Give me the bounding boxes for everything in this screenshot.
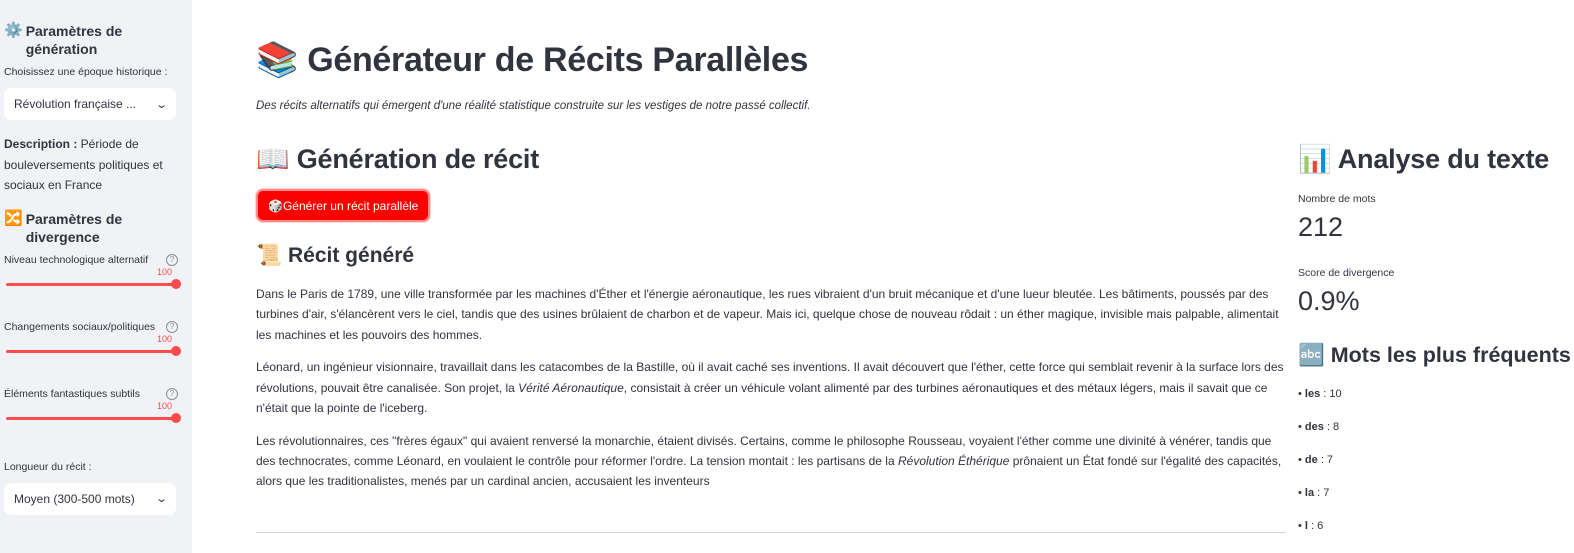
story-emphasis: Révolution Éthérique [897, 454, 1010, 469]
slider-track[interactable] [6, 283, 176, 286]
frequent-word: la [1304, 487, 1315, 499]
story-text: Les révolutionnaires, ces "frères égaux" qui avaient renversé la monarchie, étaient divisés. Certains, comme le philosophe Rousseau, voyaient l'éther comme une divinité à vénérer, tandis que des technocrates, comme Léonard, en voulaient le contrôle pour réformer l'ordre. La tension montait : les partisans de la [256, 433, 1272, 469]
divergence-params-title: Paramètres de divergence [25, 210, 123, 245]
epoch-select[interactable] [4, 88, 176, 120]
epoch-description [4, 134, 184, 196]
frequent-word: l [1304, 520, 1308, 532]
frequent-word-item: • les : 10 [1298, 388, 1342, 400]
frequent-words-heading [1298, 343, 1571, 368]
frequent-word: des [1304, 421, 1324, 433]
story-paragraph: Dans le Paris de 1789, une ville transformée par les machines d'Éther et l'énergie aéronautique, les rues vibraient d'un bruit mécanique et d'une lueur bleutée. Les bâtiments, poussés par des turbines d'air, s'élancèrent vers le ciel, tandis que des usines brûlaient de charbon et de vapeur. Mais ici, quelque chose de nouveau rôdait : un éther magique, invisible mais palpable, alimentait les machines et les pouvoirs des hommes. [256, 287, 1279, 342]
story-heading [256, 244, 414, 268]
length-selected-value: Moyen (300-500 mots) [14, 491, 135, 506]
slider-fantasy-elements[interactable] [4, 388, 188, 455]
analysis-panel [1298, 0, 1574, 553]
scroll-icon: 📜 [256, 244, 283, 267]
slider-value: 100 [156, 333, 172, 344]
story-paragraph [256, 431, 1286, 492]
divider [256, 532, 1286, 533]
page-subtitle: Des récits alternatifs qui émergent d'une réalité statistique construite sur les vestiges de notre passé collectif. [256, 100, 811, 112]
frequent-word: de [1304, 454, 1318, 466]
analysis-heading-text: Analyse du texte [1337, 144, 1550, 174]
help-icon[interactable]: ? [166, 254, 178, 266]
generate-button-label: Générer un récit parallèle [282, 198, 419, 213]
story-heading-text: Récit généré [288, 244, 415, 267]
story-text: Léonard, un ingénieur visionnaire, travaillait dans les catacombes de la Bastille, où il avait caché ses inventions. Il avait découvert que l'éther, cette force qui semblait revenir à la surface lors des révolutions, pouvait être canalisée. Son projet, la [256, 360, 1284, 395]
generation-heading [256, 143, 539, 175]
divergence-params-header [4, 210, 188, 246]
dice-icon: 🎲 [268, 198, 283, 213]
help-icon[interactable]: ? [166, 321, 178, 333]
story-emphasis: Vérité Aéronautique [518, 380, 624, 395]
generate-story-button[interactable] [256, 189, 430, 222]
frequent-word-item: • de : 7 [1298, 454, 1334, 466]
sidebar [0, 0, 192, 553]
analysis-heading [1298, 143, 1549, 175]
bar-chart-icon: 📊 [1298, 144, 1332, 174]
gear-icon: ⚙️ [4, 22, 23, 39]
word-count-value: 212 [1298, 212, 1344, 242]
main-content [256, 0, 1286, 553]
slider-label: Changements sociaux/politiques [4, 320, 156, 333]
divergence-score-label: Score de divergence [1298, 267, 1395, 279]
slider-value: 100 [156, 266, 172, 277]
abc-icon: 🔤 [1298, 343, 1325, 367]
help-icon[interactable]: ? [166, 388, 178, 400]
page-title [256, 40, 808, 80]
frequent-word-count: : 6 [1307, 520, 1324, 532]
length-label: Longueur du récit : [4, 460, 92, 473]
length-select[interactable] [4, 483, 176, 515]
slider-value: 100 [156, 400, 172, 411]
frequent-word: les [1304, 388, 1321, 400]
page-title-text: Générateur de Récits Parallèles [307, 41, 809, 79]
story-text: prônaient un État fondé sur l'égalité des capacités, alors que les traditionalistes, menés par un cardinal ancien, accusaient les inventeurs [256, 454, 1282, 489]
frequent-words-heading-text: Mots les plus fréquents [1330, 343, 1571, 367]
divergence-score-value: 0.9% [1298, 286, 1360, 316]
frequent-word-count: : 10 [1320, 388, 1342, 400]
generated-story [256, 284, 1286, 504]
frequent-word-item: • des : 8 [1298, 421, 1340, 433]
generation-params-header [4, 22, 188, 58]
slider-social-changes[interactable] [4, 321, 188, 388]
open-book-icon: 📖 [256, 144, 290, 174]
frequent-word-item: • la : 7 [1298, 487, 1330, 499]
generation-params-title: Paramètres de génération [25, 23, 123, 57]
frequent-word-item: • l : 6 [1298, 520, 1324, 532]
books-icon: 📚 [256, 41, 299, 79]
chevron-down-icon: ⌄ [154, 98, 168, 111]
chevron-down-icon: ⌄ [154, 493, 168, 505]
epoch-label: Choisissez une époque historique : [4, 66, 168, 78]
shuffle-icon: 🔀 [4, 209, 23, 227]
frequent-word-count: : 7 [1314, 487, 1330, 499]
frequent-word-count: : 8 [1323, 421, 1340, 433]
description-text: Période de bouleversements politiques et sociaux en France [4, 137, 163, 192]
slider-label: Niveau technologique alternatif [4, 253, 149, 266]
frequent-word-count: : 7 [1317, 454, 1334, 466]
story-paragraph [256, 357, 1286, 418]
story-text: , consistait à créer un véhicule volant alimenté par des turbines aéronautiques et des métaux légers, mais il savait que ce n'était que la pointe de l'iceberg. [256, 380, 1268, 415]
slider-thumb[interactable] [171, 279, 181, 289]
slider-label: Éléments fantastiques subtils [4, 387, 140, 400]
word-count-label: Nombre de mots [1298, 193, 1376, 205]
slider-thumb[interactable] [171, 346, 181, 356]
slider-tech-level[interactable] [4, 254, 188, 321]
slider-track[interactable] [6, 350, 176, 353]
description-label: Description : [4, 137, 78, 151]
slider-track[interactable] [6, 417, 176, 420]
generation-heading-text: Génération de récit [296, 144, 540, 174]
slider-thumb[interactable] [171, 413, 181, 423]
epoch-selected-value: Révolution française ... [14, 97, 137, 111]
